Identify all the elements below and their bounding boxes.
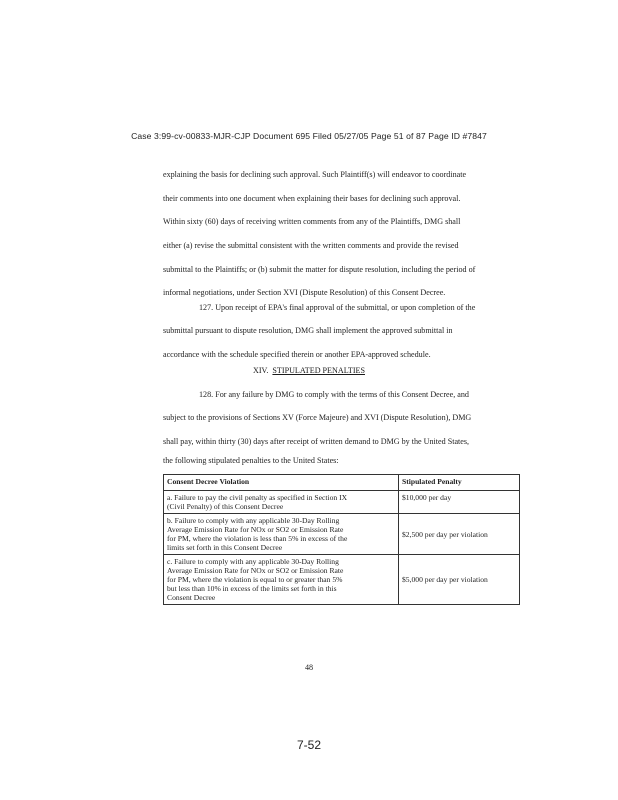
cell-line: for PM, where the violation is equal to or greater than 5% <box>167 575 343 584</box>
footer-page-label: 7-52 <box>296 738 322 752</box>
cell-line: but less than 10% in excess of the limits set forth in this <box>167 584 337 593</box>
violation-cell <box>164 491 399 514</box>
table-row <box>164 491 520 514</box>
paragraph-127-line: 127. Upon receipt of EPA's final approval of the submittal, or upon completion of the <box>199 303 476 312</box>
penalty-cell: $10,000 per day <box>399 491 520 514</box>
page-number: 48 <box>304 663 314 672</box>
cell-line: b. Failure to comply with any applicable 30-Day Rolling <box>167 516 340 525</box>
body-line: submittal to the Plaintiffs; or (b) submit the matter for dispute resolution, including the period of <box>163 265 476 274</box>
column-header-penalty: Stipulated Penalty <box>399 475 520 491</box>
body-line: the following stipulated penalties to the United States: <box>163 456 339 465</box>
cell-line: c. Failure to comply with any applicable 30-Day Rolling <box>167 557 339 566</box>
body-line: shall pay, within thirty (30) days after receipt of written demand to DMG by the United States, <box>163 437 470 446</box>
cell-line: Average Emission Rate for NOx or SO2 or Emission Rate <box>167 566 344 575</box>
section-title: STIPULATED PENALTIES <box>272 366 365 375</box>
body-line: subject to the provisions of Sections XV (Force Majeure) and XVI (Dispute Resolution), DMG <box>163 413 472 422</box>
body-line: either (a) revise the submittal consistent with the written comments and provide the revised <box>163 241 459 250</box>
cell-line: Average Emission Rate for NOx or SO2 or Emission Rate <box>167 525 344 534</box>
body-line: informal negotiations, under Section XVI (Dispute Resolution) of this Consent Decree. <box>163 288 446 297</box>
penalty-cell: $2,500 per day per violation <box>399 514 520 555</box>
paragraph-128-line: 128. For any failure by DMG to comply with the terms of this Consent Decree, and <box>199 390 469 399</box>
violation-cell <box>164 514 399 555</box>
section-heading <box>0 366 618 375</box>
body-line: their comments into one document when explaining their bases for declining such approval. <box>163 194 461 203</box>
body-line: Within sixty (60) days of receiving written comments from any of the Plaintiffs, DMG shall <box>163 217 461 226</box>
cell-line: for PM, where the violation is less than 5% in excess of the <box>167 534 348 543</box>
cell-line: Consent Decree <box>167 593 216 602</box>
column-header-violation: Consent Decree Violation <box>164 475 399 491</box>
table-header-row <box>164 475 520 491</box>
penalty-cell: $5,000 per day per violation <box>399 555 520 605</box>
body-line: submittal pursuant to dispute resolution, DMG shall implement the approved submittal in <box>163 326 453 335</box>
stipulated-penalties-table <box>163 474 520 605</box>
cell-line: a. Failure to pay the civil penalty as specified in Section IX <box>167 493 348 502</box>
body-line: accordance with the schedule specified therein or another EPA-approved schedule. <box>163 350 431 359</box>
cell-line: limits set forth in this Consent Decree <box>167 543 283 552</box>
cell-line: (Civil Penalty) of this Consent Decree <box>167 502 284 511</box>
violation-cell <box>164 555 399 605</box>
section-number: XIV. <box>253 366 269 375</box>
case-header: Case 3:99-cv-00833-MJR-CJP Document 695 Filed 05/27/05 Page 51 of 87 Page ID #7847 <box>131 131 487 141</box>
table-row <box>164 514 520 555</box>
body-line: explaining the basis for declining such approval. Such Plaintiff(s) will endeavor to coordinate <box>163 170 467 179</box>
table-row <box>164 555 520 605</box>
